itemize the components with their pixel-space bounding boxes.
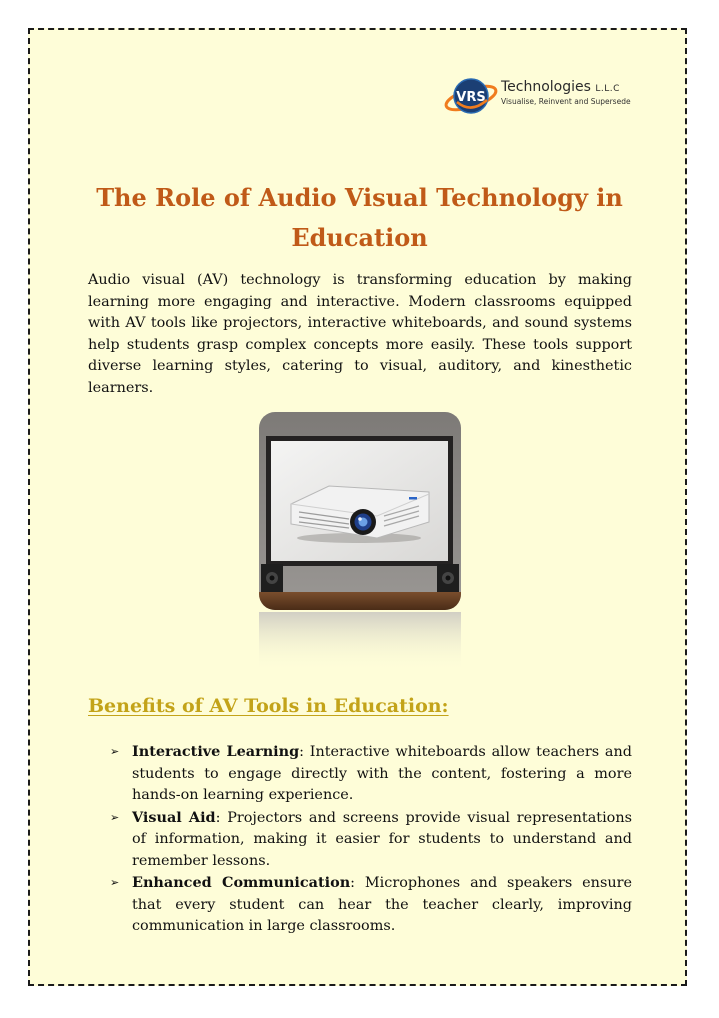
benefit-separator: : xyxy=(299,744,305,760)
benefit-term: Enhanced Communication xyxy=(132,874,351,891)
page-title: The Role of Audio Visual Technology in Education xyxy=(96,183,623,252)
arrow-bullet-icon: ➢ xyxy=(110,745,120,758)
logo-name: Technologies xyxy=(501,79,591,95)
intro-paragraph: Audio visual (AV) technology is transforming education by making learning more engaging and interactive. Modern classrooms equipped with AV tools like projectors, interactive whiteboards, and sound systems help students grasp complex concepts more easily. These tools support diverse learning styles, catering to visual, auditory, and kinesthetic learners. xyxy=(88,272,632,396)
logo-tagline: Visualise, Reinvent and Supersede xyxy=(501,97,631,106)
benefit-text: Interactive whiteboards allow teachers and students to engage directly with the content, fostering a more hands-on learning experience. xyxy=(132,744,632,803)
list-item xyxy=(110,872,632,938)
list-item xyxy=(110,741,632,807)
arrow-bullet-icon: ➢ xyxy=(110,810,120,824)
logo-mark: VRS xyxy=(456,90,486,105)
benefit-text: Microphones and speakers ensure that every student can hear the teacher clearly, improving communication in large classrooms. xyxy=(132,875,632,934)
benefit-separator: : xyxy=(350,875,356,891)
logo-suffix: L.L.C xyxy=(595,84,620,94)
benefit-text: Projectors and screens provide visual representations of information, making it easier for students to understand and remember lessons. xyxy=(132,809,632,869)
projector-illustration xyxy=(259,412,461,672)
arrow-bullet-icon: ➢ xyxy=(110,876,120,889)
document-page xyxy=(28,28,687,986)
benefit-term: Interactive Learning xyxy=(132,743,300,760)
company-logo xyxy=(443,70,643,122)
benefit-separator: : xyxy=(215,809,221,826)
benefit-term: Visual Aid xyxy=(132,808,216,826)
list-item xyxy=(110,807,632,873)
benefits-heading: Benefits of AV Tools in Education: xyxy=(88,695,449,717)
benefits-list xyxy=(110,741,632,938)
vrs-logo-icon xyxy=(443,70,501,122)
